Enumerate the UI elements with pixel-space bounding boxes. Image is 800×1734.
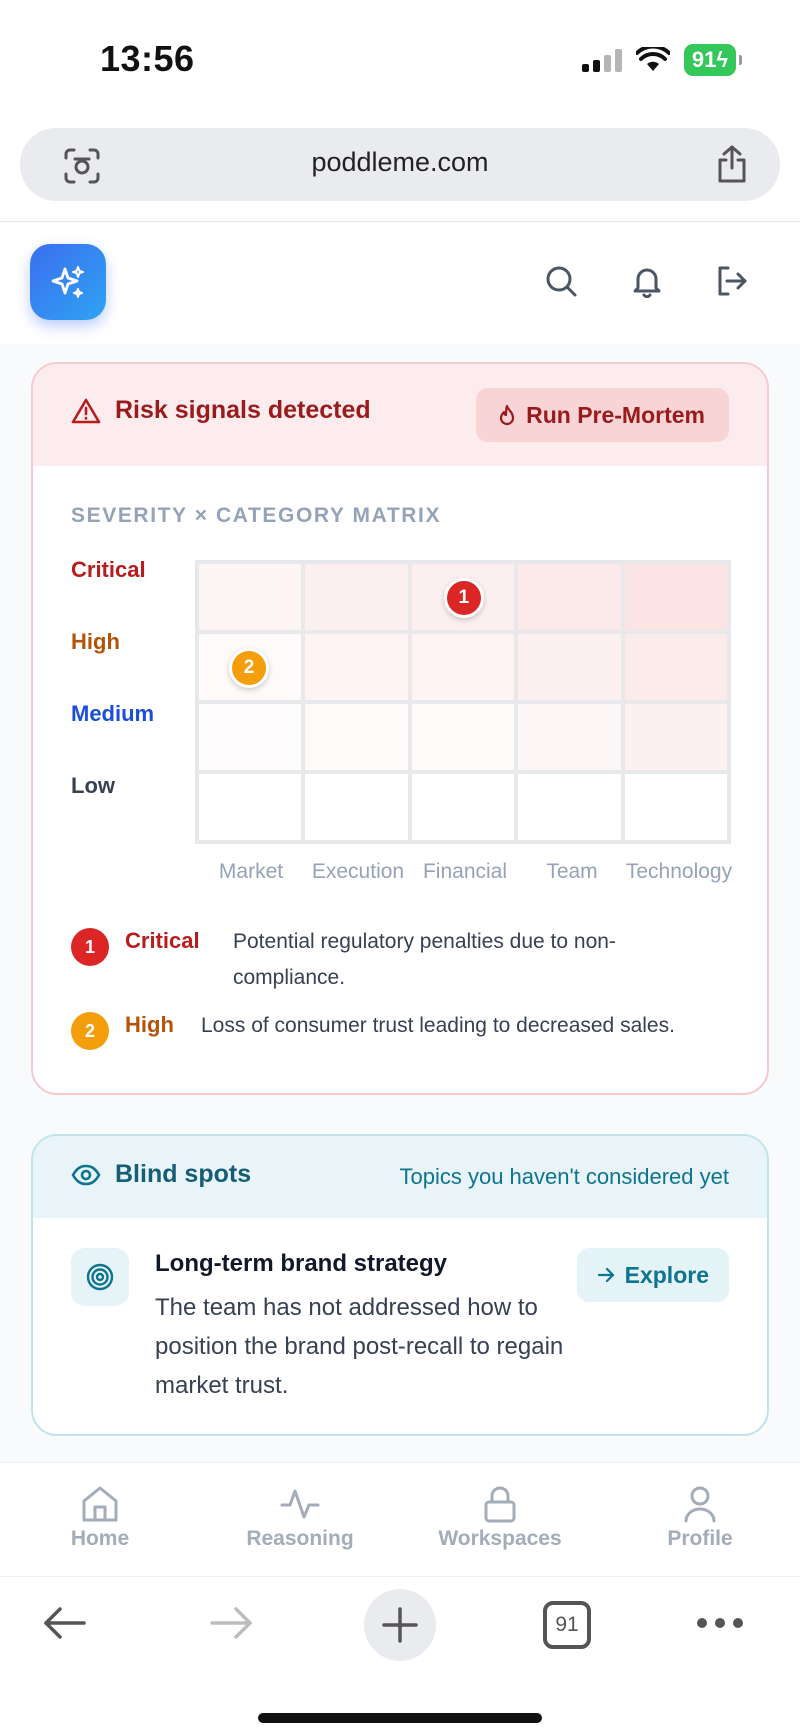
severity-label-high: High: [71, 629, 120, 654]
matrix-cell: [623, 772, 729, 842]
explore-button[interactable]: [577, 1248, 729, 1302]
matrix-cell: [516, 632, 622, 702]
matrix-cell: [303, 562, 409, 632]
legend-severity: Critical: [125, 928, 200, 953]
risk-card-header: [33, 364, 767, 466]
severity-category-matrix: [195, 560, 731, 844]
lock-icon: [480, 1485, 520, 1523]
home-indicator: [258, 1713, 542, 1723]
cellular-signal-icon: [582, 48, 622, 72]
run-premortem-button[interactable]: [476, 388, 729, 442]
legend-text: Loss of consumer trust leading to decreased sales.: [201, 1014, 675, 1037]
tab-workspaces-label: Workspaces: [438, 1527, 562, 1550]
activity-icon: [280, 1485, 320, 1523]
share-icon[interactable]: [714, 144, 750, 184]
warning-icon: [71, 397, 101, 425]
content-area: [0, 344, 800, 1462]
risk-title: Risk signals detected: [115, 396, 371, 424]
home-icon: [80, 1485, 120, 1523]
legend-severity: High: [125, 1012, 174, 1037]
category-label-financial: Financial: [422, 860, 508, 883]
more-icon[interactable]: [696, 1617, 744, 1629]
matrix-cell: [197, 562, 303, 632]
risk-marker[interactable]: 2: [229, 648, 269, 688]
blind-spot-title: Long-term brand strategy: [155, 1250, 448, 1277]
tab-reasoning[interactable]: [200, 1463, 400, 1576]
severity-label-medium: Medium: [71, 701, 155, 726]
forward-arrow-icon[interactable]: [208, 1603, 256, 1643]
tab-profile[interactable]: [600, 1463, 800, 1576]
user-icon: [680, 1485, 720, 1523]
matrix-cell: [197, 702, 303, 772]
blind-spots-title: Blind spots: [115, 1160, 252, 1188]
eye-icon: [71, 1164, 101, 1186]
category-label-technology: Technology: [625, 860, 733, 883]
matrix-cell: [410, 562, 516, 632]
matrix-cell: [197, 772, 303, 842]
status-icons: [582, 44, 736, 76]
blind-spots-subtitle: Topics you haven't considered yet: [399, 1164, 729, 1189]
tab-home[interactable]: [0, 1463, 200, 1576]
logout-icon[interactable]: [714, 264, 748, 298]
blind-spot-description: The team has not addressed how to position the brand post-recall to regain market trust.: [155, 1294, 564, 1399]
search-icon[interactable]: [544, 264, 578, 298]
risk-legend-item[interactable]: [71, 1012, 701, 1050]
matrix-cell: [516, 772, 622, 842]
matrix-cell: [623, 562, 729, 632]
matrix-cell: [410, 632, 516, 702]
risk-marker[interactable]: 1: [444, 578, 484, 618]
status-time: 13:56: [100, 38, 195, 79]
legend-text: Potential regulatory penalties due to non-compliance.: [233, 930, 616, 989]
status-bar: [0, 0, 800, 118]
charging-bolt: ϟ: [716, 47, 728, 72]
app-logo[interactable]: [30, 244, 106, 320]
bell-icon[interactable]: [630, 264, 664, 298]
battery-icon: [684, 44, 736, 76]
tab-workspaces[interactable]: [400, 1463, 600, 1576]
target-icon: [71, 1248, 129, 1306]
matrix-cell: [303, 702, 409, 772]
tab-profile-label: Profile: [667, 1527, 733, 1550]
battery-level: 91: [691, 47, 717, 72]
plus-icon: [381, 1606, 419, 1644]
blind-spots-header: [33, 1136, 767, 1218]
risk-legend-item[interactable]: [71, 928, 703, 996]
arrow-right-icon: [597, 1267, 615, 1283]
category-label-execution: Execution: [311, 860, 405, 883]
url-text[interactable]: poddleme.com: [311, 147, 489, 177]
severity-label-low: Low: [71, 773, 115, 798]
browser-toolbar: [0, 1576, 800, 1734]
new-tab-button[interactable]: [364, 1589, 436, 1661]
matrix-cell: [303, 772, 409, 842]
tab-reasoning-label: Reasoning: [246, 1527, 354, 1550]
matrix-cell: [516, 562, 622, 632]
matrix-cell: [197, 632, 303, 702]
back-arrow-icon[interactable]: [40, 1603, 88, 1643]
matrix-cell: [516, 702, 622, 772]
tabs-count-button[interactable]: 91: [543, 1601, 591, 1649]
explore-label: Explore: [624, 1261, 709, 1288]
legend-badge: 1: [71, 928, 109, 966]
url-bar[interactable]: [20, 128, 780, 201]
matrix-title: SEVERITY × CATEGORY MATRIX: [71, 504, 442, 527]
risk-card: [31, 362, 769, 1095]
legend-badge: 2: [71, 1012, 109, 1050]
matrix-cell: [303, 632, 409, 702]
tab-home-label: Home: [70, 1527, 130, 1550]
sparkles-icon: [49, 263, 87, 301]
severity-label-critical: Critical: [71, 557, 146, 582]
flame-icon: [498, 404, 516, 426]
wifi-icon: [636, 47, 670, 73]
category-label-market: Market: [218, 860, 284, 883]
bottom-tab-bar: [0, 1462, 800, 1576]
matrix-cell: [623, 632, 729, 702]
category-label-team: Team: [546, 860, 598, 883]
app-header: [0, 222, 800, 344]
blind-spots-card: [31, 1134, 769, 1436]
matrix-cell: [410, 772, 516, 842]
matrix-cell: [410, 702, 516, 772]
run-premortem-label: Run Pre-Mortem: [526, 401, 705, 428]
matrix-cell: [623, 702, 729, 772]
